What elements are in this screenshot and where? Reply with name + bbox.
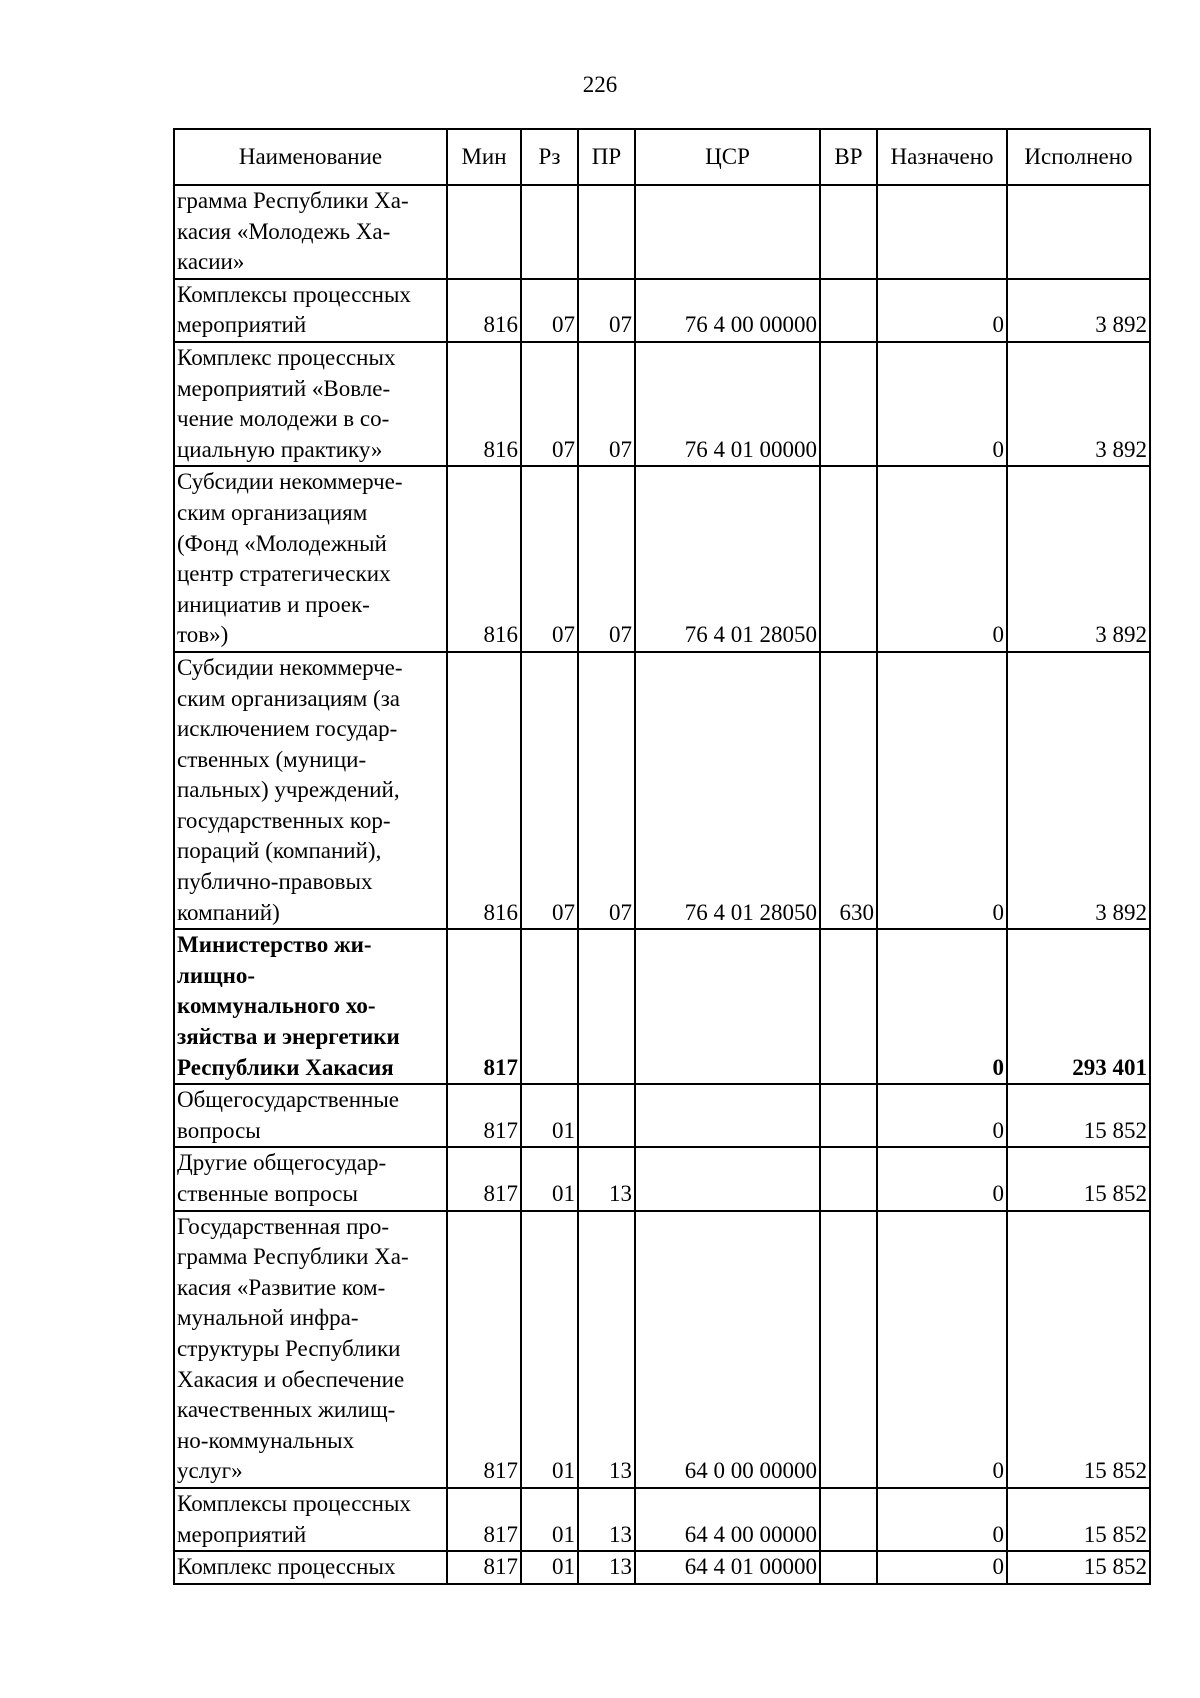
cell-rz bbox=[521, 929, 578, 1084]
cell-naznacheno: 0 bbox=[877, 652, 1007, 929]
cell-ispolneno: 3 892 bbox=[1007, 652, 1150, 929]
header-rz: Рз bbox=[521, 129, 578, 185]
cell-min: 816 bbox=[447, 652, 521, 929]
cell-min: 816 bbox=[447, 342, 521, 466]
cell-vr bbox=[820, 342, 877, 466]
cell-naznacheno: 0 bbox=[877, 1488, 1007, 1551]
table-header-row bbox=[174, 129, 1150, 185]
cell-ispolneno: 3 892 bbox=[1007, 466, 1150, 652]
cell-csr: 64 4 00 00000 bbox=[635, 1488, 820, 1551]
cell-min bbox=[447, 185, 521, 279]
cell-naznacheno: 0 bbox=[877, 1211, 1007, 1488]
cell-ispolneno: 15 852 bbox=[1007, 1211, 1150, 1488]
cell-rz bbox=[521, 185, 578, 279]
cell-rz: 07 bbox=[521, 279, 578, 342]
cell-min: 817 bbox=[447, 1084, 521, 1147]
table-row bbox=[174, 185, 1150, 279]
cell-name: грамма Республики Ха- касия «Молодежь Ха- касии» bbox=[174, 185, 447, 279]
cell-rz: 01 bbox=[521, 1147, 578, 1210]
cell-name: Комплекс процессных bbox=[174, 1551, 447, 1584]
header-ispolneno: Исполнено bbox=[1007, 129, 1150, 185]
cell-ispolneno: 15 852 bbox=[1007, 1147, 1150, 1210]
cell-pr bbox=[578, 185, 635, 279]
cell-name: Государственная про- грамма Республики Ха- касия «Развитие ком- мунальной инфра- структуры Республики Хакасия и обеспечение качественных жилищ- но-коммунальных услуг» bbox=[174, 1211, 447, 1488]
cell-ispolneno: 3 892 bbox=[1007, 342, 1150, 466]
cell-naznacheno bbox=[877, 185, 1007, 279]
cell-csr: 76 4 01 00000 bbox=[635, 342, 820, 466]
page-number: 226 bbox=[582, 72, 618, 97]
cell-pr: 13 bbox=[578, 1147, 635, 1210]
cell-csr: 76 4 01 28050 bbox=[635, 652, 820, 929]
cell-name: Комплексы процессных мероприятий bbox=[174, 1488, 447, 1551]
header-pr: ПР bbox=[578, 129, 635, 185]
cell-name: Комплекс процессных мероприятий «Вовле- чение молодежи в со- циальную практику» bbox=[174, 342, 447, 466]
cell-pr: 07 bbox=[578, 466, 635, 652]
cell-vr bbox=[820, 1147, 877, 1210]
table-row bbox=[174, 929, 1150, 1084]
table-row bbox=[174, 1551, 1150, 1584]
cell-ispolneno: 15 852 bbox=[1007, 1551, 1150, 1584]
cell-rz: 07 bbox=[521, 466, 578, 652]
cell-csr bbox=[635, 1084, 820, 1147]
table-row bbox=[174, 1147, 1150, 1210]
cell-ispolneno bbox=[1007, 185, 1150, 279]
table-row bbox=[174, 1211, 1150, 1488]
cell-min: 817 bbox=[447, 1551, 521, 1584]
cell-ispolneno: 3 892 bbox=[1007, 279, 1150, 342]
cell-name: Комплексы процессных мероприятий bbox=[174, 279, 447, 342]
table-row bbox=[174, 652, 1150, 929]
cell-name: Субсидии некоммерче- ским организациям (за исключением государ- ственных (муници- пальных) учреждений, государственных кор- пораций (компаний), публично-правовых компаний) bbox=[174, 652, 447, 929]
cell-vr bbox=[820, 279, 877, 342]
cell-naznacheno: 0 bbox=[877, 1147, 1007, 1210]
cell-pr: 13 bbox=[578, 1488, 635, 1551]
cell-rz: 07 bbox=[521, 342, 578, 466]
cell-pr bbox=[578, 1084, 635, 1147]
cell-pr bbox=[578, 929, 635, 1084]
cell-ispolneno: 15 852 bbox=[1007, 1084, 1150, 1147]
header-naznacheno: Назначено bbox=[877, 129, 1007, 185]
table-body bbox=[174, 185, 1150, 1584]
cell-min: 817 bbox=[447, 1488, 521, 1551]
cell-name: Другие общегосудар- ственные вопросы bbox=[174, 1147, 447, 1210]
header-min: Мин bbox=[447, 129, 521, 185]
cell-rz: 01 bbox=[521, 1211, 578, 1488]
budget-table bbox=[173, 128, 1151, 1585]
cell-min: 816 bbox=[447, 466, 521, 652]
cell-naznacheno: 0 bbox=[877, 279, 1007, 342]
table-row bbox=[174, 342, 1150, 466]
cell-ispolneno: 293 401 bbox=[1007, 929, 1150, 1084]
cell-rz: 01 bbox=[521, 1488, 578, 1551]
cell-csr bbox=[635, 1147, 820, 1210]
table-row bbox=[174, 1488, 1150, 1551]
cell-csr: 76 4 01 28050 bbox=[635, 466, 820, 652]
table-row bbox=[174, 1084, 1150, 1147]
cell-csr: 64 4 01 00000 bbox=[635, 1551, 820, 1584]
cell-name: Министерство жи- лищно- коммунального хо- зяйства и энергетики Республики Хакасия bbox=[174, 929, 447, 1084]
cell-vr: 630 bbox=[820, 652, 877, 929]
cell-pr: 13 bbox=[578, 1211, 635, 1488]
cell-csr: 76 4 00 00000 bbox=[635, 279, 820, 342]
cell-naznacheno: 0 bbox=[877, 342, 1007, 466]
cell-naznacheno: 0 bbox=[877, 1084, 1007, 1147]
table-row bbox=[174, 279, 1150, 342]
cell-min: 817 bbox=[447, 1211, 521, 1488]
cell-csr: 64 0 00 00000 bbox=[635, 1211, 820, 1488]
cell-naznacheno: 0 bbox=[877, 929, 1007, 1084]
cell-name: Субсидии некоммерче- ским организациям (Фонд «Молодежный центр стратегических инициатив и проек- тов») bbox=[174, 466, 447, 652]
cell-rz: 01 bbox=[521, 1084, 578, 1147]
cell-min: 817 bbox=[447, 929, 521, 1084]
cell-vr bbox=[820, 929, 877, 1084]
cell-vr bbox=[820, 466, 877, 652]
cell-pr: 13 bbox=[578, 1551, 635, 1584]
cell-pr: 07 bbox=[578, 279, 635, 342]
cell-vr bbox=[820, 1084, 877, 1147]
cell-vr bbox=[820, 1211, 877, 1488]
cell-min: 816 bbox=[447, 279, 521, 342]
cell-csr bbox=[635, 929, 820, 1084]
cell-naznacheno: 0 bbox=[877, 466, 1007, 652]
cell-vr bbox=[820, 1488, 877, 1551]
header-csr: ЦСР bbox=[635, 129, 820, 185]
cell-name: Общегосударственные вопросы bbox=[174, 1084, 447, 1147]
table-row bbox=[174, 466, 1150, 652]
header-vr: ВР bbox=[820, 129, 877, 185]
cell-vr bbox=[820, 1551, 877, 1584]
cell-ispolneno: 15 852 bbox=[1007, 1488, 1150, 1551]
header-name: Наименование bbox=[174, 129, 447, 185]
cell-vr bbox=[820, 185, 877, 279]
cell-pr: 07 bbox=[578, 652, 635, 929]
cell-rz: 07 bbox=[521, 652, 578, 929]
cell-rz: 01 bbox=[521, 1551, 578, 1584]
cell-pr: 07 bbox=[578, 342, 635, 466]
cell-naznacheno: 0 bbox=[877, 1551, 1007, 1584]
cell-min: 817 bbox=[447, 1147, 521, 1210]
cell-csr bbox=[635, 185, 820, 279]
